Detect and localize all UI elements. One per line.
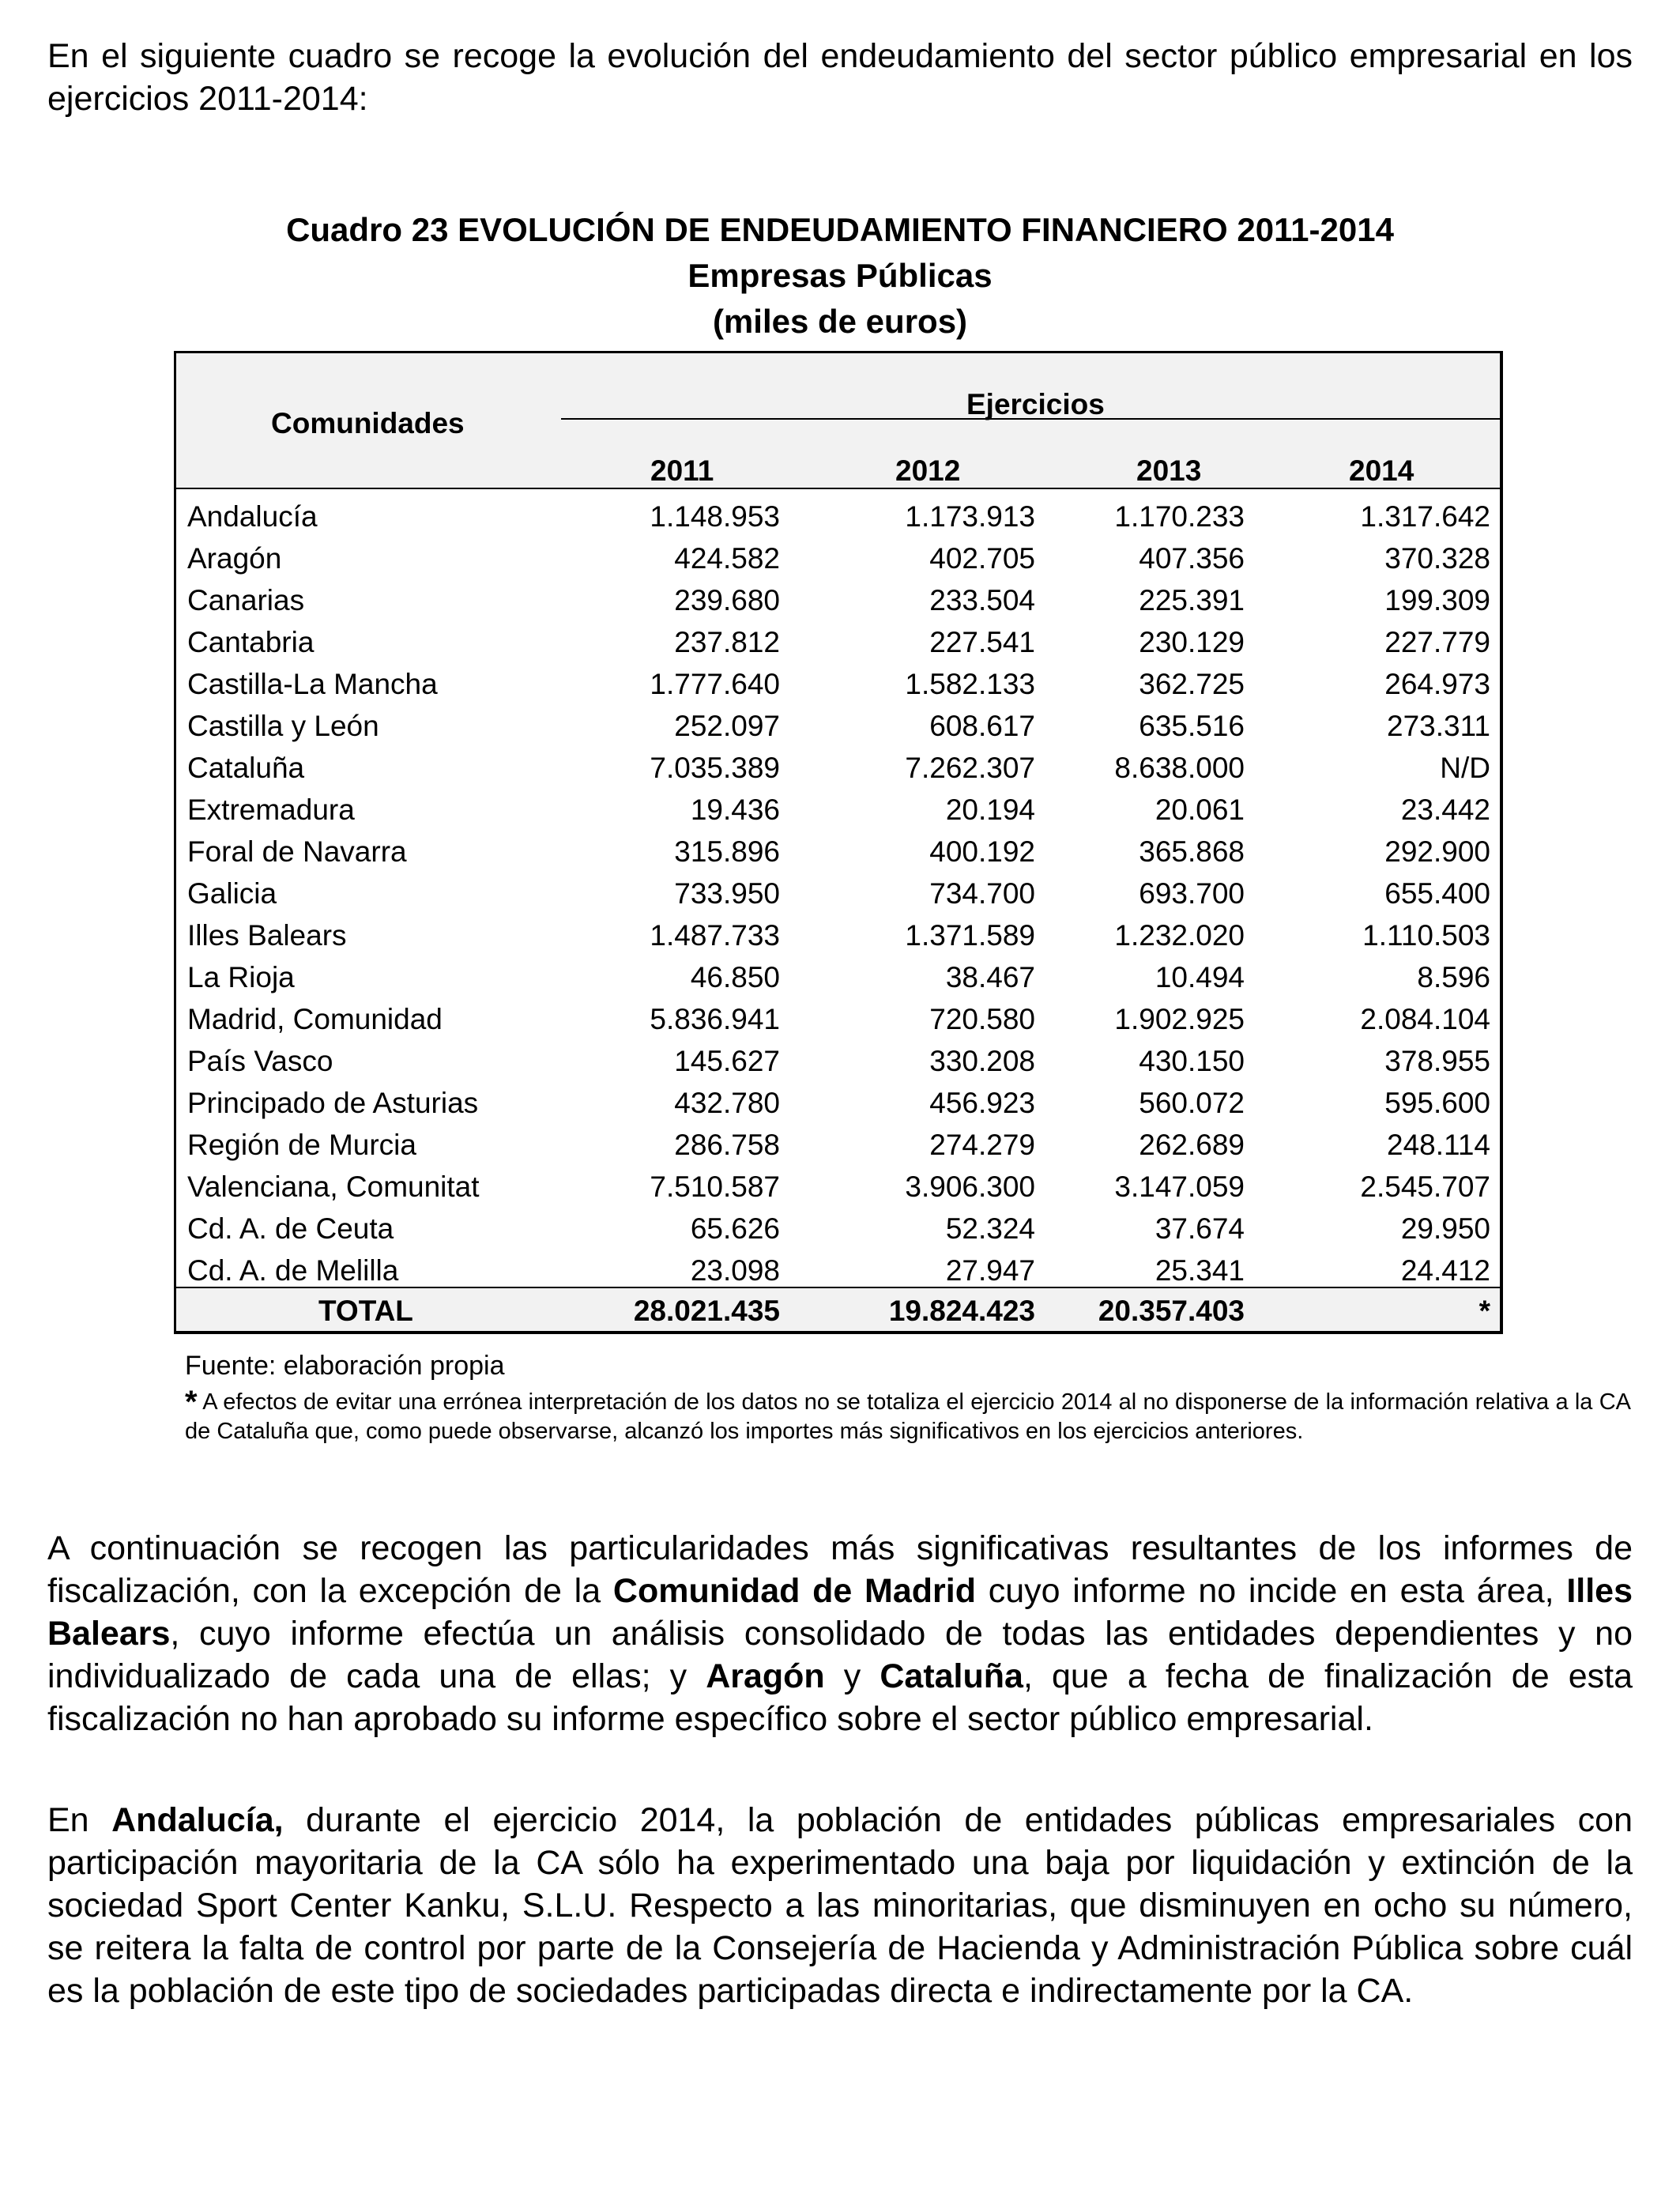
row-value-2013: 262.689 — [1139, 1129, 1245, 1161]
row-value-2014: 273.311 — [1387, 710, 1490, 742]
row-community-name: Illes Balears — [187, 919, 347, 952]
header-communities: Comunidades — [271, 407, 465, 439]
row-value-2011: 1.487.733 — [650, 919, 780, 952]
footnote-mark: * — [185, 1385, 198, 1419]
row-community-name: Canarias — [187, 584, 305, 616]
table-row — [176, 579, 1500, 621]
row-value-2011: 23.098 — [690, 1254, 780, 1287]
table-row — [176, 956, 1500, 998]
row-value-2014: 370.328 — [1384, 542, 1490, 575]
table-header — [176, 353, 1500, 489]
table-row — [176, 914, 1500, 956]
row-value-2014: 248.114 — [1387, 1129, 1490, 1161]
row-value-2011: 424.582 — [674, 542, 780, 575]
row-value-2013: 1.902.925 — [1114, 1003, 1245, 1035]
row-value-2012: 330.208 — [929, 1045, 1035, 1077]
row-value-2012: 3.906.300 — [905, 1171, 1035, 1203]
row-value-2011: 239.680 — [674, 584, 780, 616]
table-row — [176, 831, 1500, 873]
row-value-2013: 20.061 — [1155, 794, 1245, 826]
row-community-name: Región de Murcia — [187, 1129, 416, 1161]
row-value-2014: 292.900 — [1384, 835, 1490, 868]
p1-text-5: , que a fecha de finalización de esta fiscalización no han aprobado su informe específico sobre el sector público empresarial. — [47, 1657, 1633, 1738]
table-body — [176, 496, 1500, 1291]
p2-text-2: durante el ejercicio 2014, la población de entidades públicas empresariales con participación mayoritaria de la CA sólo ha experimentado una baja por liquidación y extinción de la sociedad Sport Center Kanku, S.L.U. Respecto a las minoritarias, que disminuyen en ocho su número, se reitera la falta de control por parte de la Consejería de Hacienda y Administración Pública sobre cuál es la población de este tipo de sociedades participadas directa e indirectamente por la CA. — [47, 1801, 1633, 2010]
row-value-2012: 227.541 — [929, 626, 1035, 658]
row-value-2011: 65.626 — [690, 1212, 780, 1245]
p1-text-1: A continuación se recogen las particularidades más significativas resultantes de los informes de fiscalización, con la excepción de la — [47, 1529, 1633, 1610]
row-value-2013: 8.638.000 — [1114, 752, 1245, 784]
row-community-name: Cd. A. de Melilla — [187, 1254, 399, 1287]
p1-bold-balears: Illes Balears — [47, 1572, 1633, 1653]
row-community-name: Principado de Asturias — [187, 1087, 479, 1119]
row-value-2014: N/D — [1440, 752, 1490, 784]
p1-bold-madrid: Comunidad de Madrid — [612, 1572, 976, 1610]
table-units: (miles de euros) — [712, 303, 968, 340]
p2-bold-andalucia: Andalucía, — [111, 1801, 284, 1839]
table-footnote — [185, 1385, 1631, 1446]
row-value-2011: 145.627 — [674, 1045, 780, 1077]
header-year-2013: 2013 — [1136, 454, 1202, 487]
table-row — [176, 873, 1500, 914]
row-value-2014: 2.084.104 — [1360, 1003, 1490, 1035]
row-value-2011: 286.758 — [674, 1129, 780, 1161]
row-value-2013: 1.232.020 — [1114, 919, 1245, 952]
row-community-name: Galicia — [187, 877, 277, 910]
row-value-2012: 52.324 — [945, 1212, 1035, 1245]
table-row — [176, 1250, 1500, 1291]
row-value-2012: 400.192 — [929, 835, 1035, 868]
table-row — [176, 789, 1500, 831]
table-row — [176, 1208, 1500, 1250]
row-community-name: La Rioja — [187, 961, 295, 993]
total-label: TOTAL — [318, 1295, 413, 1327]
table-row — [176, 537, 1500, 579]
table-row — [176, 496, 1500, 537]
row-community-name: Valenciana, Comunitat — [187, 1171, 480, 1203]
row-value-2013: 430.150 — [1139, 1045, 1245, 1077]
row-value-2014: 8.596 — [1417, 961, 1490, 993]
row-value-2012: 608.617 — [929, 710, 1035, 742]
row-value-2011: 252.097 — [674, 710, 780, 742]
table-row — [176, 705, 1500, 747]
debt-table — [174, 351, 1503, 1334]
p1-text-2: cuyo informe no incide en esta área, — [975, 1572, 1567, 1610]
row-value-2011: 19.436 — [690, 794, 780, 826]
row-community-name: Foral de Navarra — [187, 835, 407, 868]
row-value-2013: 37.674 — [1155, 1212, 1245, 1245]
row-value-2013: 365.868 — [1139, 835, 1245, 868]
intro-paragraph: En el siguiente cuadro se recoge la evolución del endeudamiento del sector público empresarial en los ejercicios 2011-2014: — [47, 37, 1633, 118]
paragraph-exceptions — [47, 1527, 1633, 1740]
row-community-name: Castilla y León — [187, 710, 379, 742]
row-value-2014: 227.779 — [1384, 626, 1490, 658]
table-row — [176, 1040, 1500, 1082]
header-year-2011: 2011 — [650, 454, 714, 487]
total-2011: 28.021.435 — [633, 1295, 780, 1327]
row-value-2011: 733.950 — [674, 877, 780, 910]
row-value-2014: 24.412 — [1400, 1254, 1490, 1287]
row-value-2011: 1.148.953 — [650, 500, 780, 533]
row-value-2012: 1.371.589 — [905, 919, 1035, 952]
row-community-name: Cataluña — [187, 752, 305, 784]
footnote-text: A efectos de evitar una errónea interpretación de los datos no se totaliza el ejercicio 2014 al no disponerse de la información relativa a la CA de Cataluña que, como puede observarse, alcanzó los importes más significativos en los ejercicios anteriores. — [185, 1389, 1631, 1444]
row-value-2014: 2.545.707 — [1360, 1171, 1490, 1203]
row-value-2012: 274.279 — [929, 1129, 1035, 1161]
table-title: Cuadro 23 EVOLUCIÓN DE ENDEUDAMIENTO FINANCIERO 2011-2014 — [286, 211, 1394, 248]
row-value-2012: 233.504 — [929, 584, 1035, 616]
row-value-2012: 7.262.307 — [905, 752, 1035, 784]
row-community-name: Extremadura — [187, 794, 355, 826]
row-value-2011: 432.780 — [674, 1087, 780, 1119]
p1-text-4: y — [824, 1657, 880, 1695]
row-community-name: Andalucía — [187, 500, 318, 533]
table-row — [176, 747, 1500, 789]
row-value-2011: 237.812 — [674, 626, 780, 658]
p1-bold-aragon: Aragón — [706, 1657, 825, 1695]
row-value-2012: 1.173.913 — [905, 500, 1035, 533]
row-value-2013: 635.516 — [1139, 710, 1245, 742]
table-subtitle: Empresas Públicas — [687, 257, 993, 294]
row-value-2014: 29.950 — [1400, 1212, 1490, 1245]
table-total-row — [176, 1287, 1500, 1331]
table-row — [176, 998, 1500, 1040]
row-value-2013: 25.341 — [1155, 1254, 1245, 1287]
paragraph-andalucia — [47, 1799, 1633, 2012]
header-year-2014: 2014 — [1349, 454, 1414, 487]
header-ejercicios: Ejercicios — [966, 388, 1105, 420]
row-value-2012: 38.467 — [945, 961, 1035, 993]
row-value-2014: 595.600 — [1384, 1087, 1490, 1119]
table-row — [176, 621, 1500, 663]
header-divider — [561, 418, 1500, 420]
row-value-2014: 264.973 — [1384, 668, 1490, 700]
p2-text-1: En — [47, 1801, 112, 1839]
row-value-2013: 362.725 — [1139, 668, 1245, 700]
row-value-2013: 3.147.059 — [1114, 1171, 1245, 1203]
row-value-2014: 1.110.503 — [1362, 919, 1490, 952]
row-community-name: Madrid, Comunidad — [187, 1003, 443, 1035]
row-value-2013: 560.072 — [1139, 1087, 1245, 1119]
row-community-name: País Vasco — [187, 1045, 333, 1077]
row-community-name: Cantabria — [187, 626, 315, 658]
row-value-2014: 1.317.642 — [1360, 500, 1490, 533]
row-community-name: Cd. A. de Ceuta — [187, 1212, 394, 1245]
row-value-2013: 230.129 — [1139, 626, 1245, 658]
table-row — [176, 1082, 1500, 1124]
row-value-2012: 27.947 — [945, 1254, 1035, 1287]
table-source: Fuente: elaboración propia — [185, 1351, 505, 1381]
row-value-2013: 407.356 — [1139, 542, 1245, 575]
total-2012: 19.824.423 — [888, 1295, 1035, 1327]
row-value-2011: 1.777.640 — [650, 668, 780, 700]
row-value-2012: 402.705 — [929, 542, 1035, 575]
row-value-2013: 1.170.233 — [1114, 500, 1245, 533]
row-value-2014: 23.442 — [1400, 794, 1490, 826]
p1-text-3: , cuyo informe efectúa un análisis consolidado de todas las entidades dependientes y no individualizado de cada una de ellas; y — [47, 1615, 1633, 1695]
row-community-name: Castilla-La Mancha — [187, 668, 438, 700]
row-value-2011: 315.896 — [674, 835, 780, 868]
row-value-2012: 720.580 — [929, 1003, 1035, 1035]
table-row — [176, 1166, 1500, 1208]
row-value-2011: 7.035.389 — [650, 752, 780, 784]
table-row — [176, 1124, 1500, 1166]
row-value-2011: 7.510.587 — [650, 1171, 780, 1203]
row-value-2013: 693.700 — [1139, 877, 1245, 910]
total-2013: 20.357.403 — [1098, 1295, 1245, 1327]
row-value-2013: 225.391 — [1139, 584, 1245, 616]
row-value-2014: 655.400 — [1384, 877, 1490, 910]
row-value-2012: 1.582.133 — [905, 668, 1035, 700]
row-value-2011: 5.836.941 — [650, 1003, 780, 1035]
p1-bold-cataluna: Cataluña — [880, 1657, 1023, 1695]
row-value-2012: 734.700 — [929, 877, 1035, 910]
total-2014: * — [1478, 1295, 1490, 1327]
row-value-2014: 378.955 — [1384, 1045, 1490, 1077]
row-value-2014: 199.309 — [1384, 584, 1490, 616]
row-value-2012: 20.194 — [945, 794, 1035, 826]
row-value-2012: 456.923 — [929, 1087, 1035, 1119]
table-title-block — [0, 207, 1680, 345]
header-year-2012: 2012 — [895, 454, 961, 487]
row-value-2011: 46.850 — [690, 961, 780, 993]
row-community-name: Aragón — [187, 542, 282, 575]
row-value-2013: 10.494 — [1155, 961, 1245, 993]
table-row — [176, 663, 1500, 705]
